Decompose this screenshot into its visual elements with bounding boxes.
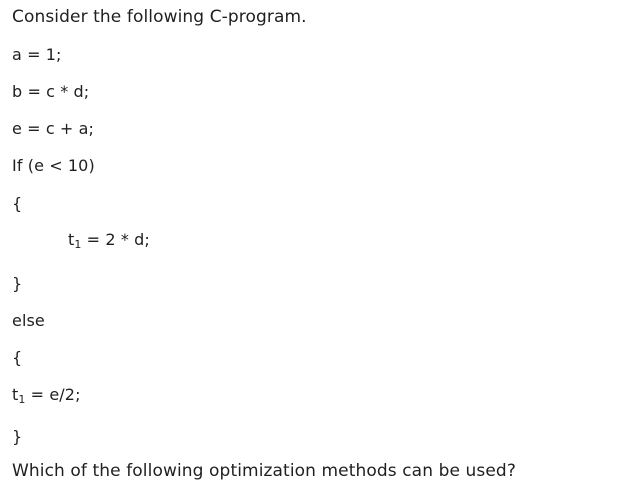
then-var: t xyxy=(68,230,75,249)
else-subscript: 1 xyxy=(18,393,26,406)
question-intro: Consider the following C-program. xyxy=(12,7,307,27)
code-line-assign-b: b = c * d; xyxy=(12,82,90,101)
code-line-then-assign xyxy=(68,230,150,250)
code-close-brace-then: } xyxy=(12,274,23,293)
code-line-assign-a: a = 1; xyxy=(12,45,62,64)
code-line-else-assign xyxy=(12,385,81,405)
question-prompt: Which of the following optimization methods can be used? xyxy=(12,461,516,481)
then-expression: = 2 * d; xyxy=(81,230,150,249)
code-line-if: If (e < 10) xyxy=(12,156,95,175)
else-var: t xyxy=(12,385,19,404)
code-line-else: else xyxy=(12,311,45,330)
code-open-brace-else: { xyxy=(12,348,23,367)
code-line-assign-e: e = c + a; xyxy=(12,119,94,138)
code-close-brace-else: } xyxy=(12,427,23,446)
code-open-brace-then: { xyxy=(12,194,23,213)
else-expression: = e/2; xyxy=(25,385,81,404)
then-subscript: 1 xyxy=(74,238,82,251)
